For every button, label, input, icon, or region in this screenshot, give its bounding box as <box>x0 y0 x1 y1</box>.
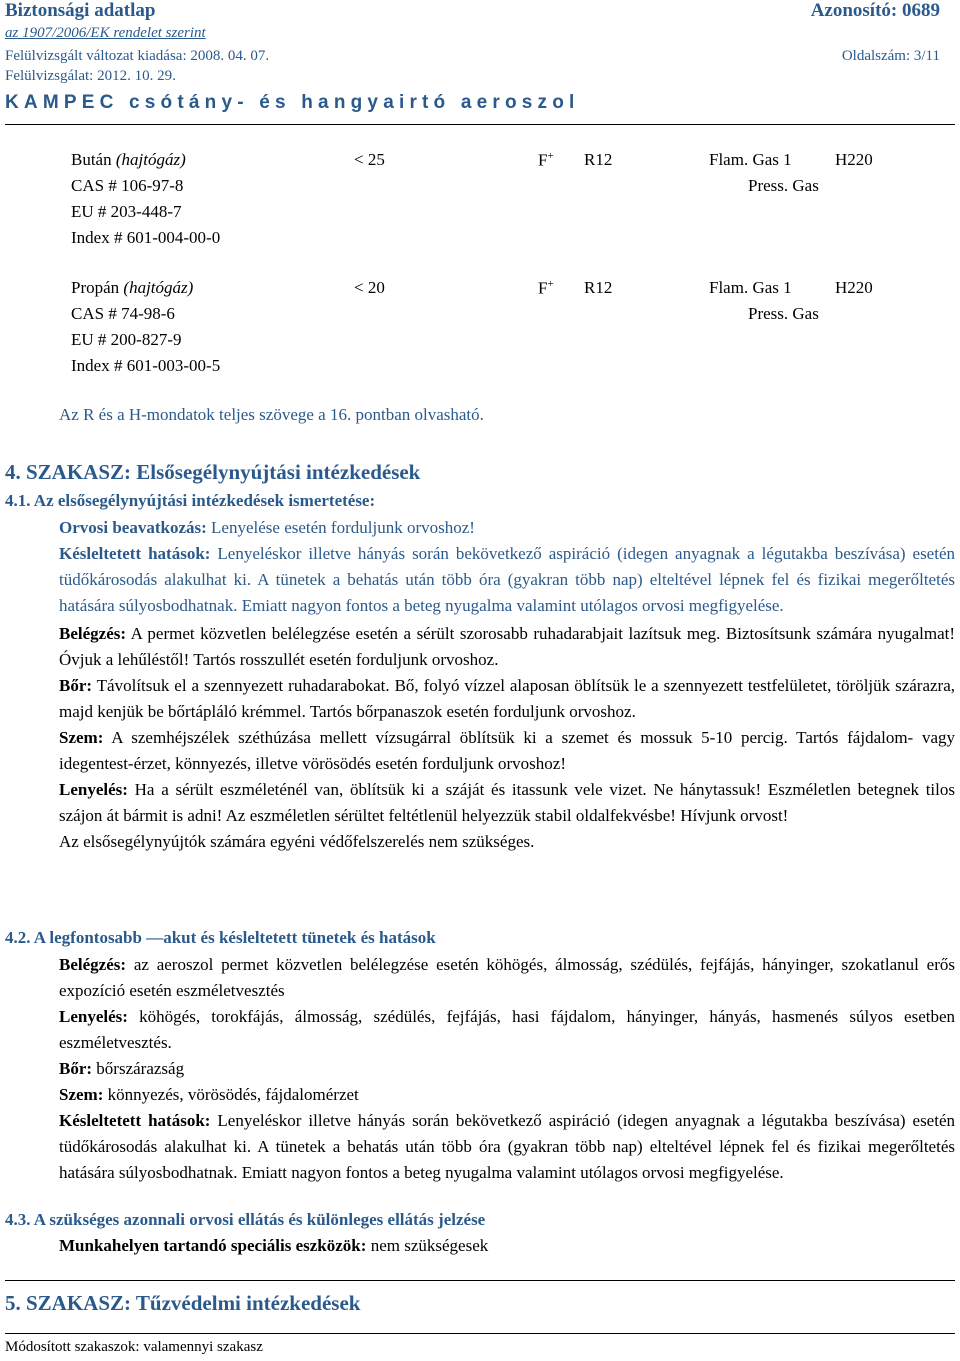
component-h-statement: H220 <box>835 150 873 169</box>
workplace-special-tools: Munkahelyen tartandó speciális eszközök: nem szükségesek <box>59 1236 489 1255</box>
page-number: Oldalszám: 3/11 <box>841 48 940 64</box>
inhalation-symptoms: Belégzés: az aeroszol permet közvetlen belélegzése esetén köhögés, álmosság, szédülés, fejfájás, hányinger, szokatlanul erős expozíció esetén eszméletvesztés <box>59 955 955 1000</box>
component-eu: EU # 203-448-7 <box>71 202 182 221</box>
component-r-phrase: R12 <box>584 150 613 169</box>
first-aid-measures <box>59 515 955 855</box>
skin-measures: Bőr: Távolítsuk el a szennyezett ruhadarabokat. Bő, folyó vízzel alaposan öblítsük le a szennyezett testfelületet, töröljük szárazra, majd kenjük be bőrtápláló krémmel. Tartós bőrpanaszok esetén forduljunk orvoshoz. <box>59 676 955 721</box>
section-5-title: 5. SZAKASZ: Tűzvédelmi intézkedések <box>5 1291 361 1315</box>
ingestion-symptoms: Lenyelés: köhögés, torokfájás, álmosság, szédülés, fejfájás, hasi fájdalom, hányinger, hányás, hasmenés súlyos esetben eszméletvesztés. <box>59 1007 956 1052</box>
eye-measures: Szem: A szemhéjszélek széthúzása mellett vízsugárral öblítsük ki a szemet és mossuk 5-10 percig. Tartós fájdalom- vagy idegentest-érzet, könnyezés, illetve vörösödés esetén forduljunk orvoshoz! <box>59 728 955 773</box>
component-hazard-class-2: Press. Gas <box>748 176 819 195</box>
inhalation-measures: Belégzés: A permet közvetlen belélegzése esetén a sérült szorosabb ruhadarabjait lazítsuk meg. Biztosítsunk számára nyugalmat! Óvjuk a lehűléstől! Tartós rosszullét esetén forduljunk orvoshoz. <box>59 624 955 669</box>
component-name: Bután (hajtógáz) <box>71 150 186 169</box>
footer-modified-sections: Módosított szakaszok: valamennyi szakasz <box>5 1339 263 1355</box>
subsection-4-2-title: 4.2. A legfontosabb —akut és késleltetett tünetek és hatások <box>5 928 436 947</box>
section-divider <box>5 1280 955 1281</box>
component-h-statement: H220 <box>835 278 873 297</box>
first-aider-ppe: Az elsősegélynyújtók számára egyéni védőfelszerelés nem szükséges. <box>59 832 535 851</box>
component-concentration: < 20 <box>354 278 385 297</box>
symptoms-and-effects <box>59 952 955 1186</box>
component-cas: CAS # 74-98-6 <box>71 304 175 323</box>
component-index: Index # 601-003-00-5 <box>71 356 221 375</box>
component-index: Index # 601-004-00-0 <box>71 228 221 247</box>
skin-symptoms: Bőr: bőrszárazság <box>59 1059 185 1078</box>
component-eu: EU # 200-827-9 <box>71 330 182 349</box>
revision-date: Felülvizsgálat: 2012. 10. 29. <box>5 68 176 84</box>
component-hazard-class: Flam. Gas 1 <box>709 150 792 169</box>
revision-issued: Felülvizsgált változat kiadása: 2008. 04. 07. <box>5 48 270 64</box>
medical-intervention: Orvosi beavatkozás: Lenyelése esetén forduljunk orvoshoz! <box>59 518 475 537</box>
product-name: KAMPEC csótány- és hangyairtó aeroszol <box>5 92 580 113</box>
component-name: Propán (hajtógáz) <box>71 278 194 297</box>
eye-symptoms: Szem: könnyezés, vörösödés, fájdalomérzet <box>59 1085 359 1104</box>
header-divider <box>5 124 955 125</box>
section-4-title: 4. SZAKASZ: Elsősegélynyújtási intézkedések <box>5 460 421 484</box>
component-concentration: < 25 <box>354 150 385 169</box>
document-identifier: Azonosító: 0689 <box>810 0 940 21</box>
component-hazard-class-2: Press. Gas <box>748 304 819 323</box>
component-symbol: F+ <box>538 278 554 298</box>
subsection-4-1-title: 4.1. Az elsősegélynyújtási intézkedések ismertetése: <box>5 491 376 510</box>
rh-phrases-note: Az R és a H-mondatok teljes szövege a 16. pontban olvasható. <box>59 405 484 424</box>
component-cas: CAS # 106-97-8 <box>71 176 184 195</box>
subsection-4-3-title: 4.3. A szükséges azonnali orvosi ellátás és különleges ellátás jelzése <box>5 1210 486 1229</box>
delayed-symptoms: Késleltetett hatások: Lenyeléskor illetve hányás során bekövetkező aspiráció (idegen anyagnak a légutakba beszívása) esetén tüdőkárosodás alakulhat ki. A tünetek a behatás után több óra (gyakran több nap) elteltével lépnek fel és fizikai megerőltetés hatására súlyosbodhatnak. Emiatt nagyon fontos a beteg nyugalma valamint utólagos orvosi megfigyelése. <box>59 1111 955 1182</box>
footer-divider <box>5 1333 955 1334</box>
regulation-reference: az 1907/2006/EK rendelet szerint <box>5 25 206 41</box>
component-r-phrase: R12 <box>584 278 613 297</box>
document-title: Biztonsági adatlap <box>5 0 156 21</box>
ingestion-measures: Lenyelés: Ha a sérült eszméleténél van, öblítsük ki a száját és itassunk vele vizet. Ne hánytassuk! Eszméletlen betegnek tilos szájon át bármit is adni! Az eszméletlen sérültet feltétlenül helyezzük stabil oldalfekvésbe! Hívjunk orvost! <box>59 780 955 825</box>
component-hazard-class: Flam. Gas 1 <box>709 278 792 297</box>
delayed-effects: Késleltetett hatások: Lenyeléskor illetve hányás során bekövetkező aspiráció (idegen anyagnak a légutakba beszívása) esetén tüdőkárosodás alakulhat ki. A tünetek a behatás után több óra (gyakran több nap) elteltével lépnek fel és fizikai megerőltetés hatására súlyosbodhatnak. Emiatt nagyon fontos a beteg nyugalma valamint utólagos orvosi megfigyelése. <box>59 544 955 615</box>
component-symbol: F+ <box>538 150 554 170</box>
